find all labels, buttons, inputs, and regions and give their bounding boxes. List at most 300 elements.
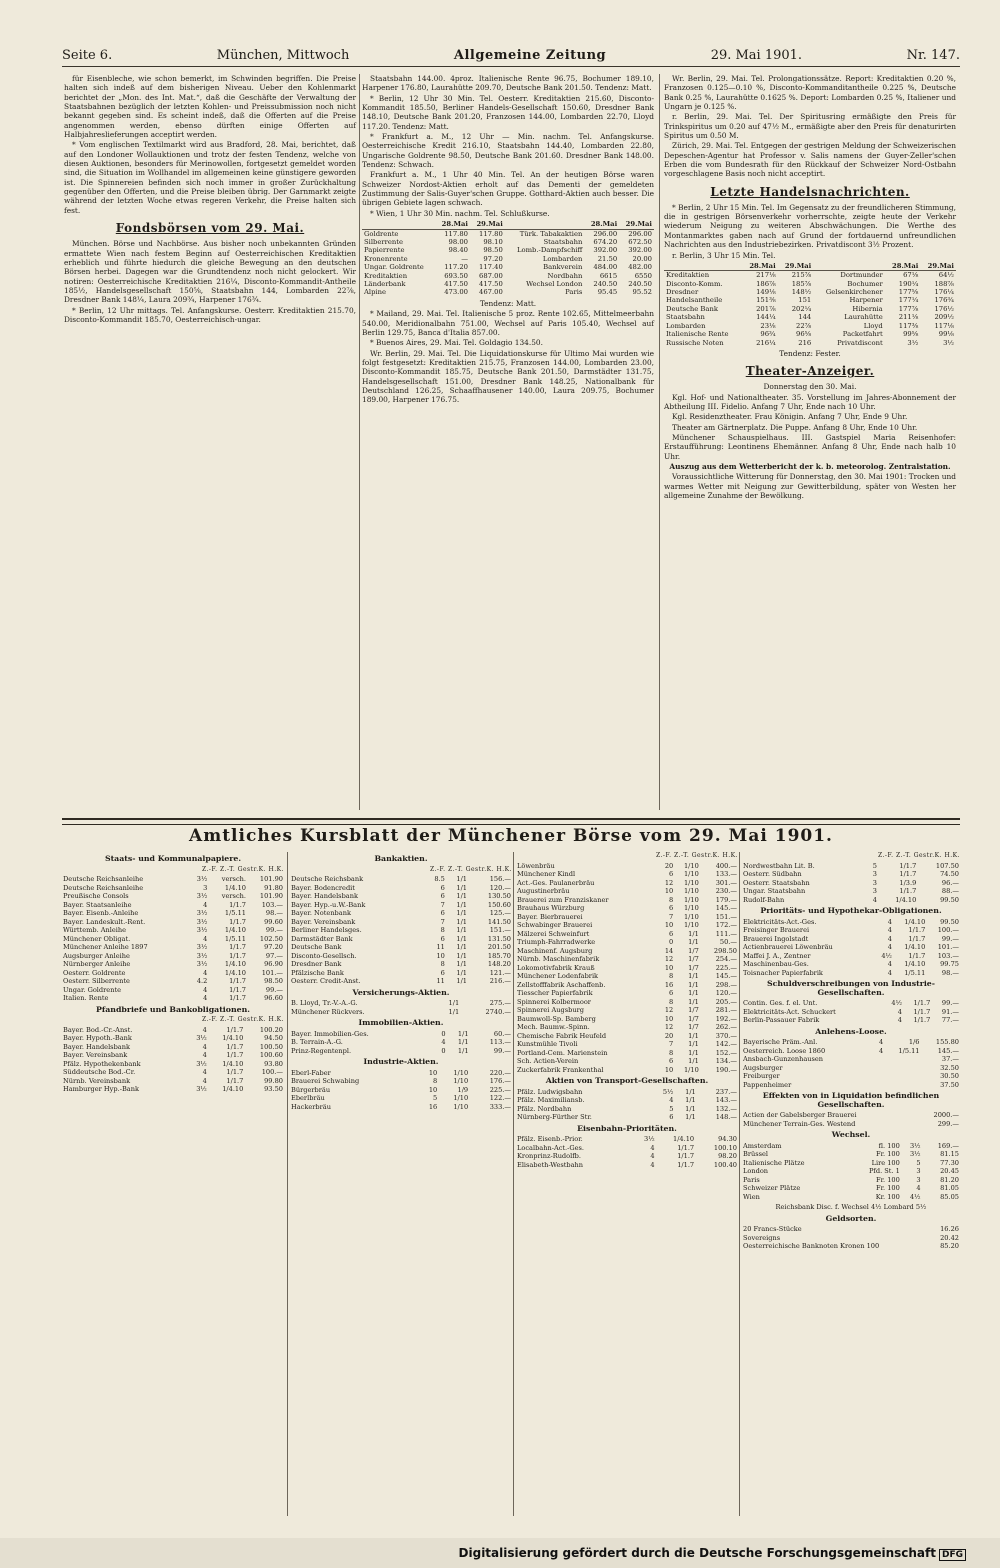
kursblatt-section-heading: Prioritäts- und Hypothekar-Obligationen. [760,906,942,915]
table-cell: Ungar. Goldrente [63,985,121,994]
table-cell: 417.50 [444,280,468,288]
table-row [290,1038,512,1047]
table-row [742,1234,960,1243]
table-row [516,1096,738,1105]
table-cell: Portland-Cem. Marienstein [517,1048,608,1057]
table-header-cell [813,262,884,271]
table-cell: 7 [440,900,445,909]
table-cell: London [743,1167,769,1175]
table-cell: 1/4.10 [904,917,926,926]
table-cell: Harpener [849,296,883,305]
theater-listings [664,393,956,461]
table-cell [874,1081,884,1090]
page-header [62,48,960,67]
table-cell: 1/1.7 [229,943,246,951]
table-cell: 85.05 [940,1192,959,1201]
table-cell: Bayer. Eisenb.-Anleihe [63,909,139,917]
table-cell: 4.2 [196,977,208,985]
table-cell: 99.— [941,934,959,943]
table-cell: 91.— [941,1007,959,1016]
table-row [516,1088,738,1097]
table-cell: 172.— [715,921,737,929]
table-cell: 3 [203,883,208,892]
table-row [742,1225,960,1234]
table-cell [884,1072,920,1081]
table-cell: 190¼ [898,279,919,288]
table-cell: 23⅛ [760,321,776,330]
kurs-table-industrie [290,1069,512,1112]
zuerich-report: Zürich, 29. Mai. Tel. Entgegen der gestrigen Meldung der Schweizerischen Depeschen-Agentur hat Professor v. Salis namens der Guyer-Zeller'schen Erben die vom Bundesrath für den Rückkauf der Schweizer Nord-Ostbahn vorgeschlagene Basis noch nicht acceptirt. [664,141,956,179]
text-column-1 [64,74,356,325]
table-cell: 8 [440,960,445,968]
table-cell: 96¾ [760,330,776,339]
table-row [290,884,512,893]
textile-market-report: * Vom englischen Textilmarkt wird aus Bradford, 28. Mai, berichtet, daß auf den Londoner Wollauktionen und trotz der festen Tendenz, welche von diesen Auktionen, besonders für Merinowollen, fortgesetzt gemeldet worden sind, die Situation im Wollhandel im allgemeinen keine günstigere geworden ist. Die Spinnereien befinden sich noch immer in großer Zurückhaltung gegenüber den Offerten, und die Preise bleiben übrig. Der Garnmarkt zeigte während der letzten Woche etwas regeren Verkehr, die Preise halten sich fest. [64,140,356,215]
table-cell: Bayer. Landeskult.-Rent. [63,917,146,926]
table-cell: Elektricitäts-Act.-Ges. [743,917,817,926]
berlin-late-report: * Berlin, 2 Uhr 15 Min. Tel. Im Gegensatz zu der freundlicheren Stimmung, die in gestrigen Börsenverkehr vorherrschte, zeigte heute der Verkehr wiederum Neigung zu weiteren Abschwächungen. Die Werthe des Montanmarktes gaben nach auf Grund der fortdauernd unfreundlichen Nachrichten aus den Industriebezirken. Privatdiscont 3½ Prozent. [664,202,956,250]
table-cell: Toisnacher Papierfabrik [743,968,823,977]
theater-listing: Münchener Schauspielhaus. III. Gastspiel Maria Reisenhofer: Erstaufführung: Leontinens Ehemänner. Anfang 8 Uhr, Ende nach halb 10 Uhr. [664,432,956,461]
table-cell: 98.10 [483,237,503,246]
table-cell: 148½ [791,288,812,297]
kurs-table-banken [290,875,512,986]
table-cell: 4 [441,1038,446,1046]
table-cell: 6 [440,892,445,900]
table-row [362,238,654,246]
table-cell: 1/7 [688,1014,699,1023]
table-cell: 1/1 [456,926,467,934]
table-cell: Berliner Handelsges. [291,926,362,934]
table-cell: Hibernia [852,304,883,313]
table-cell: Pfälzische Bank [291,968,344,977]
table-cell: 1/1 [685,1104,696,1113]
table-row [516,989,738,998]
table-cell: 1/1 [456,951,467,960]
table-cell: 1/5.11 [898,1046,920,1055]
table-cell: 1/1.7 [899,861,917,870]
table-row [62,969,284,978]
table-cell: 97.20 [264,943,283,951]
table-cell: 117.20 [444,263,468,272]
table-row [62,1051,284,1060]
table-header-cell [505,220,585,229]
table-cell: 6 [440,968,445,977]
table-cell: Brauerei Schwabing [291,1077,360,1085]
table-cell: 94.30 [718,1135,737,1143]
table-row [516,1161,738,1170]
table-cell: Paris [743,1175,760,1184]
table-cell: 7 [669,1040,674,1048]
frankfurt-opening-report: * Frankfurt a. M., 12 Uhr — Min. nachm. Tel. Anfangskurse. Oesterreichische Kredit 216.10, Staatsbahn 144.40, Lombarden 22.80, Ungarische Goldrente 98.50, Deutsche Bank 201.60. Dresdner Bank 148.00. Tendenz: Schwach. [362,132,654,170]
table-cell: Papierrente [364,246,405,255]
table-row [290,1094,512,1103]
table-row [62,918,284,927]
table-cell: 1/1.7 [913,1016,931,1024]
table-cell: 99.80 [264,1076,283,1085]
weather-heading: Auszug aus dem Wetterbericht der k. b. meteorolog. Zentralstation. [669,462,951,471]
theater-heading: Theater-Anzeiger. [745,364,875,379]
table-cell: 3½ [196,943,208,951]
table-cell: 1/1 [688,1031,699,1040]
table-cell: 1/1.7 [226,1042,244,1051]
table-cell: 6 [440,934,445,943]
table-cell: 1/1 [688,1057,699,1065]
kurs-table-transport [516,1088,738,1122]
kurs-table-versicherung [290,999,512,1016]
table-header-cell: 29.Mai [920,262,956,271]
table-cell: 1/6 [908,1038,920,1046]
table-cell: 1/1.7 [913,1007,931,1016]
table-row [742,1072,960,1081]
table-row [742,960,960,969]
table-row [742,935,960,944]
table-cell: B. Lloyd, Tr.-V.-A.-G. [291,999,358,1007]
table-cell: Fr. 100 [876,1184,900,1192]
table-cell: Lokomotivfabrik Krauß [517,963,595,972]
kurs-table-brauereien [516,862,738,1075]
table-cell: 185⅞ [791,279,812,288]
table-cell: 177¼ [898,296,919,305]
table-cell: 1/1 [688,929,699,938]
table-row [516,972,738,981]
section-divider [62,818,960,825]
table-row [516,1049,738,1058]
table-cell: 6 [669,929,674,938]
table-cell: 96⅝ [796,330,812,339]
table-cell: 3½ [909,1150,921,1158]
table-row [516,887,738,896]
table-cell: 296.00 [593,229,618,238]
table-cell: 177⅞ [898,304,919,313]
table-cell: 0 [669,938,674,946]
table-row [664,339,956,347]
table-cell: 96.— [941,878,959,887]
staatsbahn-report: Staatsbahn 144.00. 4proz. Italienische Rente 96.75, Bochumer 189.10, Harpener 176.80, Laurahütte 209.70, Deutsche Bank 201.50. Tendenz: Matt. [362,74,654,93]
table-cell: 1/5.11 [224,934,246,943]
table-row [62,909,284,918]
table-cell: Disconto-Gesellsch. [291,951,357,960]
table-cell: Localbahn-Act.-Ges. [517,1143,585,1152]
table-row [516,930,738,939]
table-cell: 20 [664,861,674,870]
table-cell: Laurahütte [844,313,883,322]
table-cell: 1/1.7 [677,1143,695,1152]
table-row [516,1144,738,1153]
table-cell: Nürnb. Vereinsbank [63,1076,131,1085]
table-row [742,999,960,1008]
table-cell: 133.— [715,870,737,878]
table-cell: Pfälz. Nordbahn [517,1104,572,1113]
table-cell: 1/4.10 [224,968,246,977]
table-cell: Actienbrauerei Löwenbräu [743,943,833,951]
table-cell: 1/1 [456,917,467,926]
table-cell: Gelsenkirchener [825,288,883,297]
table-cell: Oesterreichische Banknoten Kronen 100 [743,1242,880,1250]
table-cell: 3½ [196,1034,207,1042]
table-cell: 1/7 [688,946,699,955]
table-header-cell: 28.Mai [885,262,921,271]
table-header-cell: 28.Mai [742,262,778,271]
table-row [742,1159,960,1168]
table-cell: 209½ [934,313,954,322]
table-cell: 151.— [715,912,737,921]
table-cell: Oesterr. Credit-Anst. [291,977,361,985]
table-cell: 16 [664,980,674,989]
table-cell: 10 [428,1085,438,1094]
column-rule [739,852,740,1516]
table-cell: 50.— [719,938,737,946]
table-cell: 1/1 [456,960,467,968]
table-cell: 299.— [937,1119,959,1128]
table-row [62,884,284,893]
table-cell: 98.50 [264,977,283,985]
table-cell: Türk. Tabakaktien [519,229,583,238]
issue-date: 29. Mai 1901. [710,48,803,63]
table-cell: Brauerei zum Franziskaner [517,895,609,904]
table-cell: 2000.— [933,1111,959,1119]
table-row [516,913,738,922]
table-row [62,1077,284,1086]
table-cell: 131.50 [487,934,511,943]
table-cell: Mälzerei Schweinfurt [517,929,590,938]
kursblatt-column-3 [516,852,738,1169]
table-cell: 96.90 [264,960,283,968]
table-cell: Württemb. Anleihe [63,926,127,934]
table-cell: 143.— [715,1096,737,1104]
table-cell: 98.— [941,968,959,977]
table-cell [874,1055,884,1064]
table-row [62,952,284,961]
table-cell: Spinnerei Augsburg [517,1006,584,1014]
table-row [62,1068,284,1077]
table-cell: 10 [664,1014,674,1023]
table-cell: Goldrente [364,229,399,238]
table-cell: Deutsche Reichsanleihe [63,883,144,892]
table-cell: Pfd. St. 1 [868,1167,900,1175]
table-cell: Alpine [364,288,387,297]
table-cell: 113.— [489,1038,511,1046]
table-cell: 10 [664,887,674,895]
letzte-handelsnachrichten-heading: Letzte Handelsnachrichten. [710,184,910,199]
table-cell: 95.45 [597,288,618,297]
table-cell: 240.50 [593,280,618,288]
table-cell: versch. [221,892,246,900]
table-cell: Contin. Ges. f. el. Unt. [743,999,818,1007]
table-cell: 1/1 [688,1048,699,1057]
kursblatt-section-heading: Eisenbahn-Prioritäten. [577,1123,677,1133]
table-cell: 4½ [909,1192,921,1201]
table-row [62,977,284,986]
table-row [664,305,956,313]
table-row [742,926,960,935]
table-cell: 693.50 [444,271,468,280]
table-cell: 8 [433,1077,438,1085]
table-cell: 1/10 [683,861,699,870]
table-cell: Bayer. Bod.-Cr.-Anst. [63,1025,133,1034]
table-cell: Lomb.-Dampfschiff [517,246,583,255]
table-cell: 100.— [261,1068,283,1076]
table-row [362,272,654,280]
table-cell: 151⅜ [756,296,776,305]
table-cell: 1/1 [456,968,467,977]
table-cell: 4 [887,926,892,934]
table-cell: 1/4.10 [673,1135,695,1143]
table-row [516,998,738,1007]
table-cell: 6 [440,909,445,917]
table-cell: 22⅞ [796,321,812,330]
table-cell: 85.20 [940,1242,959,1250]
table-row [742,896,960,905]
table-cell: Baumwoll-Sp. Bamberg [517,1014,596,1023]
table-cell: 145.— [937,1046,959,1055]
table-cell [874,1072,884,1081]
table-cell: 1/1 [688,980,699,989]
table-row [516,870,738,879]
table-cell: 32.50 [940,1063,959,1072]
table-row [516,938,738,947]
kurs-table-wechsel [742,1142,960,1202]
table-row [62,892,284,901]
table-row [290,952,512,961]
table-cell: Handelsantheile [666,296,723,305]
table-cell: 4 [897,1016,902,1024]
table-cell: 155.80 [935,1038,959,1046]
table-cell: 1/1.7 [913,999,931,1007]
table-cell: 4 [916,1184,921,1192]
table-cell: 190.— [715,1065,737,1074]
table-cell: 1/1 [457,1046,469,1055]
table-cell: 122.— [489,1094,511,1102]
table-cell: 101.90 [259,892,283,900]
table-cell: 3 [916,1167,921,1175]
table-row [516,1006,738,1015]
frankfurt-afternoon-report: Frankfurt a. M., 1 Uhr 40 Min. Tel. An der heutigen Börse waren Schweizer Nordost-Aktien erholt auf das Dementi der gemeldeten Zustimmung der Salis-Guyer'schen Gruppe. Gotthard-Aktien auch besser. Die übrigen Gebiete lagen schwach. [362,170,654,208]
table-cell: 176.— [489,1077,511,1085]
table-cell: Ansbach-Gunzenhausen [743,1055,824,1063]
table-row [664,322,956,330]
table-cell: 99.50 [940,917,959,926]
table-cell: 152.— [715,1048,737,1057]
kursblatt-section-heading: Bankaktien. [374,854,428,863]
table-cell: 8.5 [434,875,445,883]
table-cell: 1/1 [456,892,467,900]
table-cell: Brüssel [743,1150,769,1158]
table-cell: Bayer. Handelsbank [291,892,358,900]
table-cell: Pfälz. Hypothekenbank [63,1059,141,1068]
kursblatt-section-heading: Industrie-Aktien. [363,1057,439,1066]
table-cell: Zellstofffabrik Aschaffenb. [517,980,606,989]
table-cell: 3½ [196,951,208,960]
table-row [742,1184,960,1193]
table-cell: Augsburger Anleihe [63,951,130,960]
buenos-aires-report: * Buenos Aires, 29. Mai. Tel. Goldagio 134.50. [370,338,543,348]
table-cell: 1/4.10 [222,1034,244,1042]
table-cell: Kreditaktien [666,271,710,280]
column-rule [513,852,514,1516]
table-header-cell: 29.Mai [619,220,654,229]
table-row [290,969,512,978]
table-cell: 176¼ [934,288,954,297]
table-cell: 1/4.10 [222,1085,244,1093]
table-cell: 12 [664,1006,674,1014]
table-cell: 20.45 [940,1167,959,1175]
table-cell: 1/4.10 [222,1059,244,1068]
table-cell: 117⅜ [898,321,919,330]
table-cell: 1/4.10 [895,895,917,904]
table-cell: Nürnberg-Fürther Str. [517,1113,592,1121]
table-cell: 1/1 [688,997,699,1006]
table-row [742,1150,960,1159]
table-cell: 10 [436,951,445,960]
table-cell: 1/10 [453,1068,469,1077]
table-row [664,288,956,296]
table-cell: 145.— [715,904,737,912]
table-cell: Deutsche Bank [291,943,342,951]
table-cell: 1/7 [688,955,699,963]
page-number: Seite 6. [62,48,113,63]
table-cell: Schweizer Plätze [743,1184,801,1192]
table-row [62,994,284,1003]
spiritus-report: r. Berlin, 29. Mai. Tel. Der Spiritusring ermäßigte den Preis für Trinkspiritus um 0.20 auf 47½ M., ermäßigte aber den Preis für denaturirten Spiritus um 0.50 M. [664,112,956,141]
table-cell: 8 [669,972,674,980]
table-cell: 3½ [644,1135,655,1143]
table-cell: 220.— [489,1068,511,1077]
kursblatt-column-2 [290,852,512,1111]
table-cell: 4½ [881,951,892,960]
table-cell: 176½ [934,304,954,313]
table-cell: 10 [428,1068,438,1077]
berlin-3pm-heading: r. Berlin, 3 Uhr 15 Min. Tel. [672,250,776,260]
table-cell: Act.-Ges. Paulanerbräu [517,878,595,887]
table-cell: 484.00 [593,263,618,272]
table-row [664,330,956,338]
table-row [290,901,512,910]
table-cell: Bayer. Bodencredit [291,883,355,892]
kursblatt-column-heads: Z.-F. Z.-T. Gestr.K. H.K. [655,852,738,859]
table-cell: 392.00 [628,246,652,255]
table-cell: Schwabinger Brauerei [517,921,593,929]
wien-closing-table [362,220,654,297]
table-row [62,935,284,944]
table-cell: 103.— [261,900,283,909]
table-cell [884,1064,920,1073]
table-cell: 101.90 [259,875,283,883]
table-cell: 3½ [196,917,208,926]
table-cell: 16 [428,1102,438,1111]
table-cell: 6615 [599,271,618,280]
table-cell: 4 [650,1152,655,1160]
table-cell: 333.— [489,1102,511,1111]
kursblatt-section-heading: Anlehens-Loose. [815,1026,887,1036]
table-cell: Nordwestbahn Lit. B. [743,861,815,870]
table-row [62,986,284,995]
table-cell: 10 [664,1065,674,1074]
table-row [516,904,738,913]
table-cell: 1/10 [683,1065,699,1074]
table-cell: Dresdner [666,288,699,297]
table-cell: Bankverein [543,263,583,272]
table-cell: Lloyd [863,321,883,330]
table-cell: 4 [203,968,208,977]
kurs-table-eisenbahn [516,1135,738,1169]
table-header-cell: 28.Mai [584,220,619,229]
table-cell: Italienische Plätze [743,1158,805,1167]
weather-report: Voraussichtliche Witterung für Donnerstag, den 30. Mai 1901: Trocken und warmes Wetter mit Neigung zur Gewitterbildung, später von Westen her allgemeine Zunahme der Bewölkung. [664,472,956,501]
table-cell: Bayer. Notenbank [291,909,351,917]
berlin-opening-report: * Berlin, 12 Uhr mittags. Tel. Anfangskurse. Oesterr. Kreditaktien 215.70, Disconto-Kommandit 185.70, Oesterreichisch-ungar. [64,305,356,324]
table-cell: 1/1 [457,1029,469,1038]
